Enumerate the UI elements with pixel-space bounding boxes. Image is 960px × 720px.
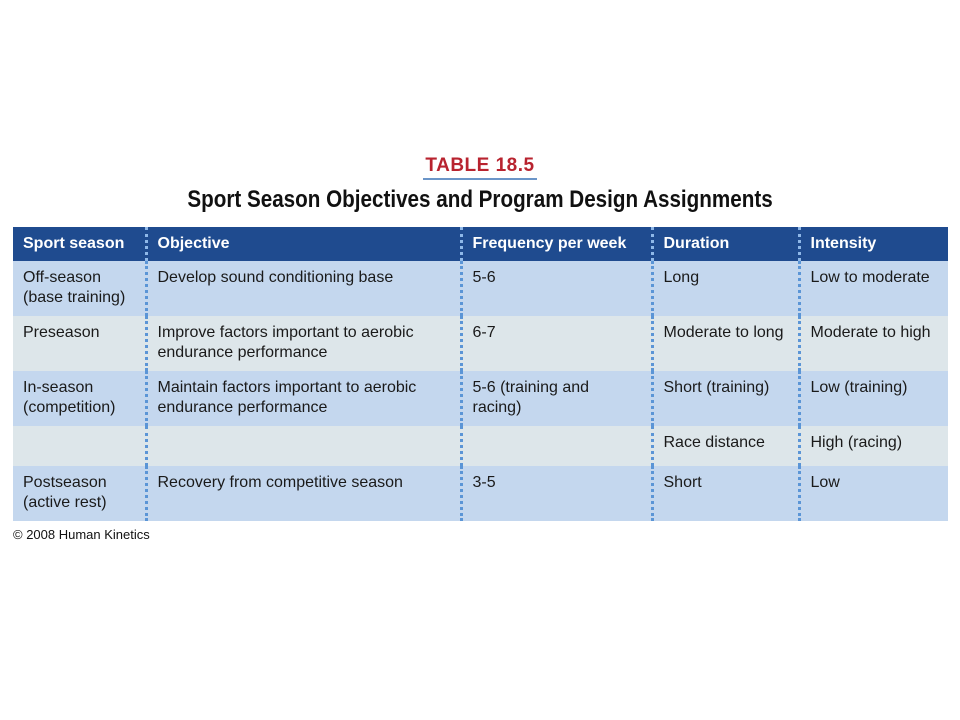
table-row <box>13 466 948 521</box>
table-cell: Low <box>799 466 948 521</box>
table-cell <box>461 426 652 466</box>
table-cell: Postseason (active rest) <box>13 466 146 521</box>
table-cell: Low (training) <box>799 371 948 426</box>
table-cell: Short <box>652 466 799 521</box>
table-number-label <box>0 155 960 180</box>
table-row <box>13 316 948 371</box>
table-cell: High (racing) <box>799 426 948 466</box>
table-cell: Preseason <box>13 316 146 371</box>
copyright-notice: © 2008 Human Kinetics <box>13 527 150 542</box>
table-cell: Short (training) <box>652 371 799 426</box>
column-header: Intensity <box>799 227 948 261</box>
table-title: Sport Season Objectives and Program Design Assignments <box>187 186 773 213</box>
column-header: Frequency per week <box>461 227 652 261</box>
table-cell <box>146 426 461 466</box>
table-cell: Improve factors important to aerobic endurance performance <box>146 316 461 371</box>
table-cell: 5-6 (training and racing) <box>461 371 652 426</box>
table-cell <box>13 426 146 466</box>
column-header: Duration <box>652 227 799 261</box>
table-cell: Long <box>652 261 799 316</box>
table-container <box>13 227 948 521</box>
table-cell: 6-7 <box>461 316 652 371</box>
column-header: Objective <box>146 227 461 261</box>
table-row <box>13 261 948 316</box>
table-cell: Develop sound conditioning base <box>146 261 461 316</box>
season-table <box>13 227 948 521</box>
table-cell: 3-5 <box>461 466 652 521</box>
table-cell: Recovery from competitive season <box>146 466 461 521</box>
table-row <box>13 371 948 426</box>
table-cell: 5-6 <box>461 261 652 316</box>
table-number-text: TABLE 18.5 <box>423 155 536 180</box>
table-header-row <box>13 227 948 261</box>
table-cell: Race distance <box>652 426 799 466</box>
table-cell: Low to moderate <box>799 261 948 316</box>
column-header: Sport season <box>13 227 146 261</box>
table-cell: Off-season (base training) <box>13 261 146 316</box>
table-cell: Moderate to high <box>799 316 948 371</box>
table-cell: In-season (competition) <box>13 371 146 426</box>
table-row <box>13 426 948 466</box>
table-cell: Moderate to long <box>652 316 799 371</box>
table-cell: Maintain factors important to aerobic endurance performance <box>146 371 461 426</box>
